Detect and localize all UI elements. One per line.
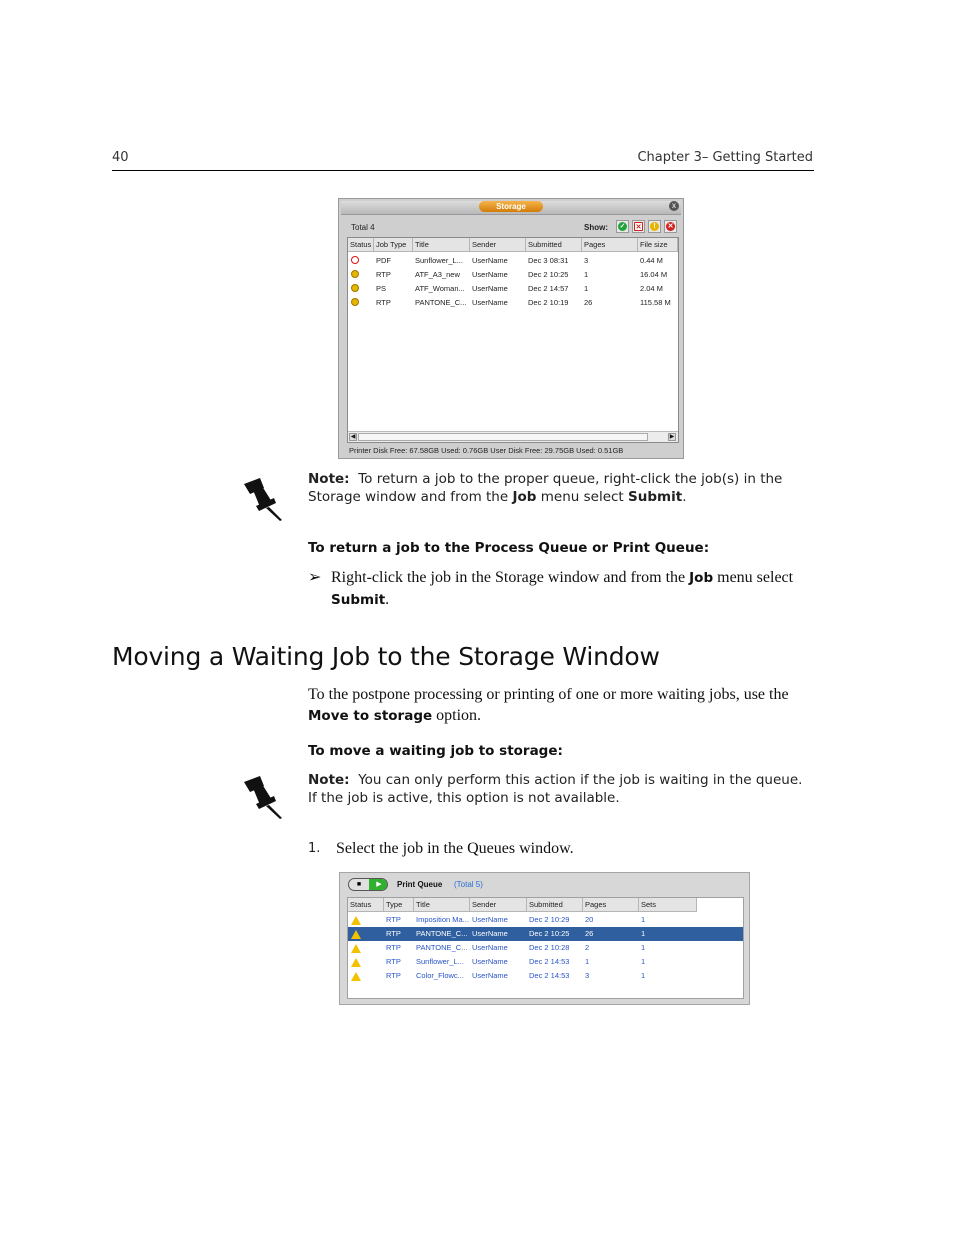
- column-header-sets[interactable]: Sets: [639, 898, 697, 912]
- job-pages: 26: [585, 929, 594, 938]
- job-sender: UserName: [472, 943, 508, 952]
- job-pages: 1: [585, 957, 590, 966]
- job-type: RTP: [386, 957, 401, 966]
- cancel-filter-icon: ✕: [667, 223, 674, 230]
- job-sender: UserName: [472, 971, 508, 980]
- note-submit-word: Submit: [628, 489, 683, 505]
- procedure-step-return: [331, 567, 815, 611]
- disk-usage-status: Printer Disk Free: 67.58GB Used: 0.76GB User Disk Free: 29.75GB Used: 0.51GB: [349, 446, 624, 455]
- job-sets: 1: [641, 915, 646, 924]
- check-circle-icon: ✓: [619, 223, 626, 230]
- intro-text: To the postpone processing or printing of one or more waiting jobs, use the: [308, 686, 789, 703]
- job-submitted: Dec 2 10:25: [529, 929, 570, 938]
- print-queue-list: [347, 897, 744, 999]
- column-header-pages[interactable]: Pages: [583, 898, 639, 912]
- warning-icon: [351, 958, 361, 967]
- header-rule: [112, 170, 814, 171]
- job-submitted: Dec 2 10:19: [528, 298, 569, 307]
- column-header-sender[interactable]: Sender: [470, 238, 526, 252]
- step-job-word: Job: [689, 570, 714, 586]
- job-type: PDF: [376, 256, 391, 265]
- job-submitted: Dec 2 14:57: [528, 284, 569, 293]
- queue-toggle[interactable]: [348, 878, 388, 891]
- job-pages: 3: [584, 256, 589, 265]
- note-text: You can only perform this action if the job is waiting in the queue. If the job is active, this option is not available.: [308, 772, 803, 806]
- job-file-size: 0.44 M: [640, 256, 663, 265]
- storage-window-title: Storage: [479, 201, 543, 212]
- horizontal-scrollbar[interactable]: [348, 431, 678, 442]
- column-header-status[interactable]: Status: [348, 238, 374, 252]
- warning-icon: [351, 944, 361, 953]
- waiting-icon: [351, 298, 359, 306]
- job-title: PANTONE_C...: [416, 943, 468, 952]
- column-header-status[interactable]: Status: [348, 898, 384, 912]
- job-sender: UserName: [472, 298, 508, 307]
- warning-icon: [351, 930, 361, 939]
- job-title: ATF_Woman...: [415, 284, 465, 293]
- scrollbar-thumb[interactable]: [358, 433, 648, 441]
- column-header-job-type[interactable]: Job Type: [374, 238, 413, 252]
- job-pages: 3: [585, 971, 590, 980]
- column-header-submitted[interactable]: Submitted: [526, 238, 582, 252]
- job-submitted: Dec 2 10:29: [529, 915, 570, 924]
- warning-icon: [351, 972, 361, 981]
- job-file-size: 2.04 M: [640, 284, 663, 293]
- note-storage-return: [308, 470, 814, 506]
- stop-icon[interactable]: ■: [356, 881, 362, 888]
- table-row[interactable]: [348, 955, 743, 969]
- column-header-submitted[interactable]: Submitted: [527, 898, 583, 912]
- section-intro: [308, 684, 818, 727]
- step-text: Select the job in the Queues window.: [336, 840, 574, 857]
- storage-job-list: [347, 237, 679, 443]
- job-submitted: Dec 3 08:31: [528, 256, 569, 265]
- scroll-right-icon[interactable]: ▶: [669, 434, 675, 440]
- job-title: Color_Flowc...: [416, 971, 464, 980]
- table-row[interactable]: [348, 254, 678, 268]
- note-text: menu select: [540, 489, 624, 505]
- step-submit-word: Submit: [331, 592, 386, 608]
- pushpin-icon: [240, 774, 286, 820]
- job-sets: 1: [641, 957, 646, 966]
- table-row[interactable]: [348, 941, 743, 955]
- note-text: .: [682, 489, 687, 505]
- error-filter-icon: ✕: [635, 224, 642, 231]
- job-sender: UserName: [472, 270, 508, 279]
- column-header-sender[interactable]: Sender: [470, 898, 527, 912]
- section-title: Moving a Waiting Job to the Storage Window: [112, 642, 660, 671]
- procedure-heading-move: To move a waiting job to storage:: [308, 743, 563, 759]
- column-header-pages[interactable]: Pages: [582, 238, 638, 252]
- column-header-type[interactable]: Type: [384, 898, 414, 912]
- job-type: RTP: [376, 298, 391, 307]
- note-job-word: Job: [512, 489, 537, 505]
- step-text: Right-click the job in the Storage window and from the: [331, 569, 686, 586]
- job-title: Imposition Ma...: [416, 915, 469, 924]
- filter-cancel-button[interactable]: [664, 220, 677, 233]
- job-sender: UserName: [472, 284, 508, 293]
- waiting-icon: [351, 284, 359, 292]
- show-label: Show:: [584, 223, 608, 232]
- job-type: RTP: [376, 270, 391, 279]
- table-row[interactable]: [348, 296, 678, 310]
- filter-completed-button[interactable]: [616, 220, 629, 233]
- job-submitted: Dec 2 14:53: [529, 971, 570, 980]
- forbidden-icon: [351, 256, 359, 264]
- job-pages: 20: [585, 915, 594, 924]
- pushpin-icon: [240, 476, 286, 522]
- close-icon[interactable]: x: [669, 201, 679, 211]
- print-queue-title: Print Queue: [397, 880, 443, 889]
- storage-total: Total 4: [351, 223, 375, 232]
- job-sender: UserName: [472, 915, 508, 924]
- filter-error-button[interactable]: [632, 220, 645, 233]
- note-text: To return a job to the proper queue, right-click the job(s) in the Storage window and from the: [308, 471, 783, 505]
- job-pages: 26: [584, 298, 593, 307]
- table-row[interactable]: [348, 268, 678, 282]
- print-queue-window: [339, 872, 750, 1005]
- job-file-size: 115.58 M: [640, 298, 671, 307]
- job-file-size: 16.04 M: [640, 270, 668, 279]
- scroll-left-icon[interactable]: ◀: [350, 434, 356, 440]
- job-type: RTP: [386, 915, 401, 924]
- column-header-title[interactable]: Title: [414, 898, 470, 912]
- table-row[interactable]: [348, 913, 743, 927]
- step-text: .: [385, 591, 390, 608]
- chapter-title: Chapter 3– Getting Started: [637, 150, 813, 165]
- note-label: Note:: [308, 471, 350, 487]
- step-number: 1.: [308, 841, 321, 856]
- job-sets: 1: [641, 943, 646, 952]
- bullet-arrow-icon: ➢: [308, 569, 322, 586]
- note-label: Note:: [308, 772, 350, 788]
- job-sets: 1: [641, 971, 646, 980]
- warning-icon: [351, 916, 361, 925]
- column-header-file-size[interactable]: File size: [638, 238, 678, 252]
- filter-waiting-button[interactable]: [648, 220, 661, 233]
- job-type: RTP: [386, 971, 401, 980]
- job-submitted: Dec 2 10:25: [528, 270, 569, 279]
- job-pages: 1: [584, 284, 589, 293]
- waiting-filter-icon: !: [650, 222, 659, 231]
- table-row-selected[interactable]: [348, 927, 743, 941]
- job-title: Sunflower_L...: [416, 957, 464, 966]
- table-row[interactable]: [348, 969, 743, 983]
- job-title: ATF_A3_new: [415, 270, 460, 279]
- note-waiting-only: [308, 771, 814, 807]
- job-submitted: Dec 2 14:53: [529, 957, 570, 966]
- job-type: RTP: [386, 929, 401, 938]
- column-header-title[interactable]: Title: [413, 238, 470, 252]
- job-type: PS: [376, 284, 387, 293]
- job-pages: 2: [585, 943, 590, 952]
- table-row[interactable]: [348, 282, 678, 296]
- page-number: 40: [112, 150, 129, 165]
- print-queue-total: (Total 5): [454, 880, 483, 889]
- play-icon[interactable]: ▶: [369, 879, 388, 890]
- job-sender: UserName: [472, 256, 508, 265]
- job-sender: UserName: [472, 929, 508, 938]
- job-title: PANTONE_C...: [416, 929, 468, 938]
- job-pages: 1: [584, 270, 589, 279]
- job-submitted: Dec 2 10:28: [529, 943, 570, 952]
- job-type: RTP: [386, 943, 401, 952]
- job-title: Sunflower_L...: [415, 256, 463, 265]
- intro-text: option.: [436, 707, 482, 724]
- job-title: PANTONE_C...: [415, 298, 467, 307]
- step-text: menu select: [717, 569, 794, 586]
- storage-window: [338, 198, 684, 459]
- intro-option-name: Move to storage: [308, 708, 433, 724]
- job-sets: 1: [641, 929, 646, 938]
- waiting-icon: [351, 270, 359, 278]
- job-sender: UserName: [472, 957, 508, 966]
- procedure-heading-return: To return a job to the Process Queue or Print Queue:: [308, 540, 710, 556]
